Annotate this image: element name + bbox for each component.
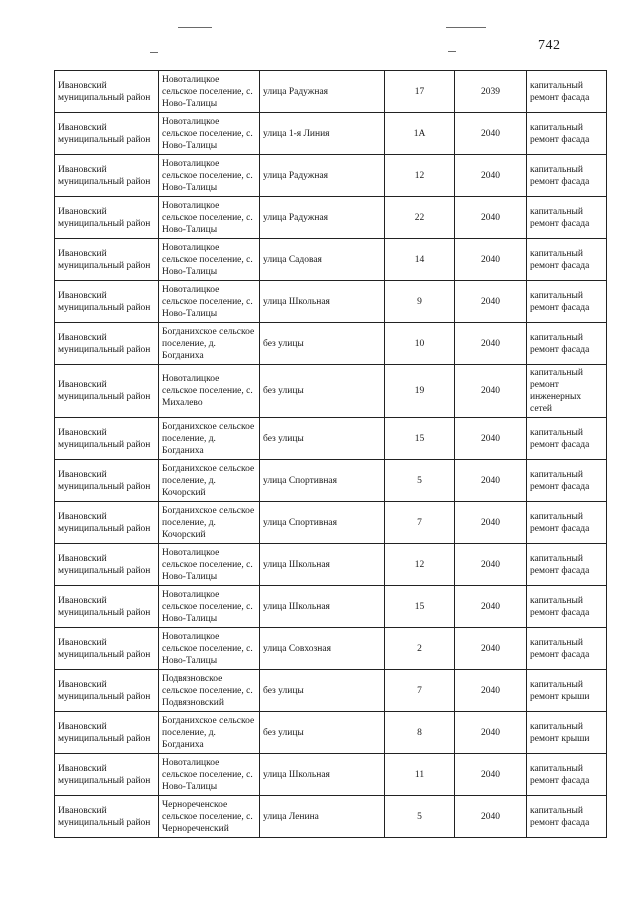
house-number-cell: 1А	[385, 113, 455, 155]
house-number-cell: 12	[385, 544, 455, 586]
planned-year-cell: 2040	[455, 197, 527, 239]
work-type-cell: капитальный ремонт фасада	[527, 197, 607, 239]
planned-year-cell: 2040	[455, 239, 527, 281]
street-cell: улица Радужная	[260, 71, 385, 113]
house-number-cell: 2	[385, 628, 455, 670]
settlement-cell: Чернореченское сельское поселение, с. Чернореченский	[159, 796, 260, 838]
planned-year-cell: 2040	[455, 418, 527, 460]
settlement-cell: Новоталицкое сельское поселение, с. Ново-Талицы	[159, 71, 260, 113]
scan-artifact-line	[446, 27, 486, 28]
district-cell: Ивановский муниципальный район	[55, 586, 159, 628]
street-cell: улица Ленина	[260, 796, 385, 838]
district-cell: Ивановский муниципальный район	[55, 460, 159, 502]
district-cell: Ивановский муниципальный район	[55, 502, 159, 544]
house-number-cell: 8	[385, 712, 455, 754]
house-number-cell: 15	[385, 586, 455, 628]
street-cell: улица Школьная	[260, 544, 385, 586]
district-cell: Ивановский муниципальный район	[55, 796, 159, 838]
table-row	[55, 239, 607, 281]
table-row	[55, 628, 607, 670]
work-type-cell: капитальный ремонт фасада	[527, 796, 607, 838]
work-type-cell: капитальный ремонт фасада	[527, 323, 607, 365]
street-cell: без улицы	[260, 670, 385, 712]
work-type-cell: капитальный ремонт крыши	[527, 670, 607, 712]
work-type-cell: капитальный ремонт фасада	[527, 281, 607, 323]
registry-table	[54, 70, 607, 838]
table-row	[55, 197, 607, 239]
street-cell: без улицы	[260, 712, 385, 754]
table-row	[55, 418, 607, 460]
settlement-cell: Новоталицкое сельское поселение, с. Ново-Талицы	[159, 586, 260, 628]
street-cell: без улицы	[260, 418, 385, 460]
street-cell: улица Совхозная	[260, 628, 385, 670]
table-row	[55, 796, 607, 838]
house-number-cell: 19	[385, 365, 455, 418]
street-cell: улица Школьная	[260, 586, 385, 628]
settlement-cell: Новоталицкое сельское поселение, с. Ново-Талицы	[159, 113, 260, 155]
table-row	[55, 460, 607, 502]
house-number-cell: 12	[385, 155, 455, 197]
table-row	[55, 155, 607, 197]
planned-year-cell: 2040	[455, 502, 527, 544]
table-row	[55, 113, 607, 155]
registry-table-body	[55, 71, 607, 838]
street-cell: без улицы	[260, 365, 385, 418]
work-type-cell: капитальный ремонт крыши	[527, 712, 607, 754]
settlement-cell: Богданихское сельское поселение, д. Кочорский	[159, 502, 260, 544]
house-number-cell: 22	[385, 197, 455, 239]
work-type-cell: капитальный ремонт фасада	[527, 418, 607, 460]
scan-artifact-line	[150, 52, 158, 53]
settlement-cell: Богданихское сельское поселение, д. Кочорский	[159, 460, 260, 502]
house-number-cell: 9	[385, 281, 455, 323]
settlement-cell: Новоталицкое сельское поселение, с. Михалево	[159, 365, 260, 418]
settlement-cell: Богданихское сельское поселение, д. Богданиха	[159, 712, 260, 754]
planned-year-cell: 2040	[455, 113, 527, 155]
work-type-cell: капитальный ремонт фасада	[527, 71, 607, 113]
planned-year-cell: 2040	[455, 323, 527, 365]
settlement-cell: Новоталицкое сельское поселение, с. Ново-Талицы	[159, 197, 260, 239]
planned-year-cell: 2040	[455, 754, 527, 796]
street-cell: улица Спортивная	[260, 502, 385, 544]
settlement-cell: Богданихское сельское поселение, д. Богданиха	[159, 323, 260, 365]
work-type-cell: капитальный ремонт инженерных сетей	[527, 365, 607, 418]
planned-year-cell: 2040	[455, 544, 527, 586]
street-cell: улица Садовая	[260, 239, 385, 281]
district-cell: Ивановский муниципальный район	[55, 628, 159, 670]
street-cell: улица Радужная	[260, 155, 385, 197]
work-type-cell: капитальный ремонт фасада	[527, 113, 607, 155]
house-number-cell: 7	[385, 670, 455, 712]
house-number-cell: 5	[385, 460, 455, 502]
table-row	[55, 281, 607, 323]
table-row	[55, 323, 607, 365]
work-type-cell: капитальный ремонт фасада	[527, 155, 607, 197]
work-type-cell: капитальный ремонт фасада	[527, 628, 607, 670]
table-row	[55, 712, 607, 754]
table-row	[55, 586, 607, 628]
house-number-cell: 7	[385, 502, 455, 544]
settlement-cell: Новоталицкое сельское поселение, с. Ново-Талицы	[159, 281, 260, 323]
settlement-cell: Подвязновское сельское поселение, с. Подвязновский	[159, 670, 260, 712]
district-cell: Ивановский муниципальный район	[55, 323, 159, 365]
house-number-cell: 15	[385, 418, 455, 460]
house-number-cell: 5	[385, 796, 455, 838]
work-type-cell: капитальный ремонт фасада	[527, 239, 607, 281]
planned-year-cell: 2040	[455, 460, 527, 502]
district-cell: Ивановский муниципальный район	[55, 71, 159, 113]
house-number-cell: 17	[385, 71, 455, 113]
district-cell: Ивановский муниципальный район	[55, 281, 159, 323]
work-type-cell: капитальный ремонт фасада	[527, 754, 607, 796]
street-cell: улица 1-я Линия	[260, 113, 385, 155]
house-number-cell: 11	[385, 754, 455, 796]
planned-year-cell: 2040	[455, 796, 527, 838]
settlement-cell: Богданихское сельское поселение, д. Богданиха	[159, 418, 260, 460]
scan-artifact-line	[178, 27, 212, 28]
planned-year-cell: 2040	[455, 586, 527, 628]
district-cell: Ивановский муниципальный район	[55, 155, 159, 197]
work-type-cell: капитальный ремонт фасада	[527, 502, 607, 544]
work-type-cell: капитальный ремонт фасада	[527, 544, 607, 586]
table-row	[55, 365, 607, 418]
street-cell: без улицы	[260, 323, 385, 365]
planned-year-cell: 2040	[455, 670, 527, 712]
planned-year-cell: 2040	[455, 155, 527, 197]
house-number-cell: 14	[385, 239, 455, 281]
district-cell: Ивановский муниципальный район	[55, 754, 159, 796]
district-cell: Ивановский муниципальный район	[55, 365, 159, 418]
settlement-cell: Новоталицкое сельское поселение, с. Ново-Талицы	[159, 155, 260, 197]
work-type-cell: капитальный ремонт фасада	[527, 586, 607, 628]
district-cell: Ивановский муниципальный район	[55, 113, 159, 155]
district-cell: Ивановский муниципальный район	[55, 712, 159, 754]
settlement-cell: Новоталицкое сельское поселение, с. Ново-Талицы	[159, 754, 260, 796]
planned-year-cell: 2040	[455, 712, 527, 754]
street-cell: улица Школьная	[260, 754, 385, 796]
street-cell: улица Школьная	[260, 281, 385, 323]
table-row	[55, 754, 607, 796]
street-cell: улица Спортивная	[260, 460, 385, 502]
settlement-cell: Новоталицкое сельское поселение, с. Ново-Талицы	[159, 628, 260, 670]
work-type-cell: капитальный ремонт фасада	[527, 460, 607, 502]
district-cell: Ивановский муниципальный район	[55, 418, 159, 460]
scan-artifact-line	[448, 51, 456, 52]
settlement-cell: Новоталицкое сельское поселение, с. Ново-Талицы	[159, 544, 260, 586]
house-number-cell: 10	[385, 323, 455, 365]
settlement-cell: Новоталицкое сельское поселение, с. Ново-Талицы	[159, 239, 260, 281]
planned-year-cell: 2039	[455, 71, 527, 113]
district-cell: Ивановский муниципальный район	[55, 544, 159, 586]
page-number: 742	[538, 38, 561, 53]
district-cell: Ивановский муниципальный район	[55, 239, 159, 281]
table-row	[55, 71, 607, 113]
district-cell: Ивановский муниципальный район	[55, 197, 159, 239]
district-cell: Ивановский муниципальный район	[55, 670, 159, 712]
planned-year-cell: 2040	[455, 628, 527, 670]
planned-year-cell: 2040	[455, 281, 527, 323]
table-row	[55, 502, 607, 544]
street-cell: улица Радужная	[260, 197, 385, 239]
table-row	[55, 544, 607, 586]
planned-year-cell: 2040	[455, 365, 527, 418]
table-row	[55, 670, 607, 712]
